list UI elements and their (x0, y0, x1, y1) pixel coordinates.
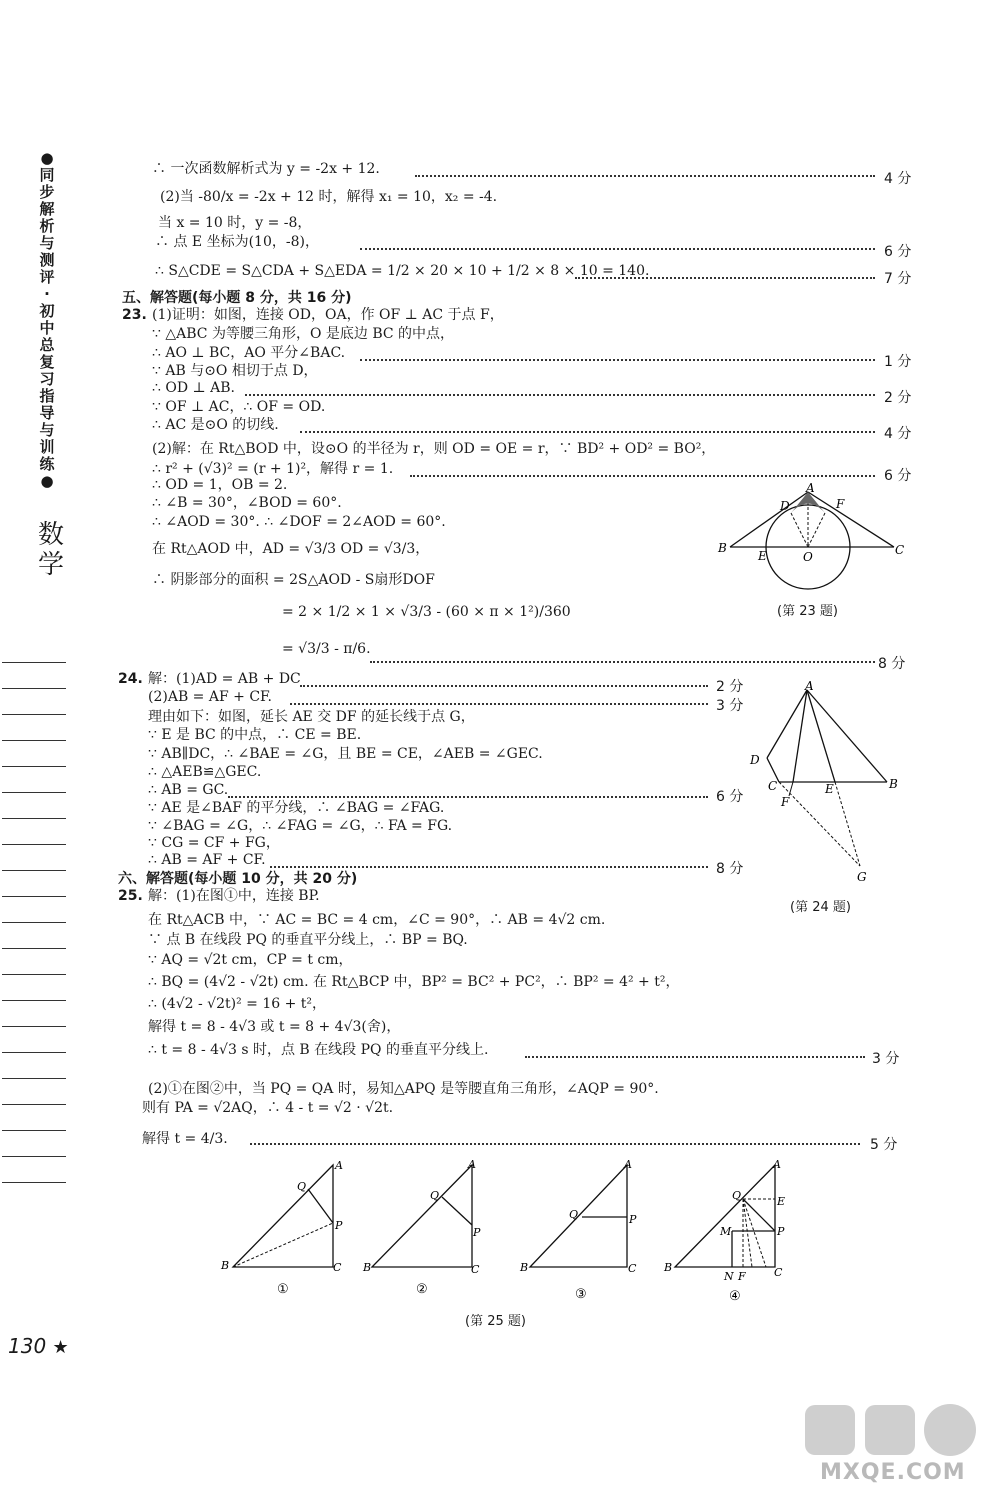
dot-leader (410, 475, 875, 477)
dot-leader (360, 359, 875, 361)
score-mark: 8 分 (878, 656, 906, 672)
point-label: D (780, 499, 790, 513)
dot-leader (415, 175, 875, 177)
series-title-char: 析 (39, 217, 55, 235)
figure-caption: (第 23 题) (777, 604, 838, 619)
series-title-char: · (44, 285, 50, 303)
figure-24 (745, 678, 915, 888)
series-title-char: 初 (39, 302, 55, 320)
dot-leader (290, 703, 708, 705)
svg-text:Q: Q (297, 1180, 307, 1193)
svg-text:C: C (333, 1261, 342, 1274)
text-line: ∵ OF ⊥ AC，∴ OF = OD. (152, 399, 326, 415)
text-line: ∴ AC 是⊙O 的切线. (152, 417, 279, 433)
score-mark: 7 分 (884, 271, 912, 287)
series-title-char: 指 (39, 387, 55, 405)
text-line: 在 Rt△AOD 中，AD = √3/3 OD = √3/3， (152, 541, 430, 557)
text-line: ∴ (4√2 - √2t)² = 16 + t²， (148, 996, 327, 1012)
text-line: (1)证明：如图，连接 OD，OA，作 OF ⊥ AC 于点 F， (152, 307, 504, 323)
text-line: (2)AB = AF + CF. (148, 689, 273, 705)
point-label: B (718, 541, 727, 555)
dot-leader (300, 685, 708, 687)
point-label: A (806, 482, 815, 495)
series-title-char: 解 (39, 200, 55, 218)
figure-25 (215, 1155, 795, 1305)
text-line: ∵ AB∥DC，∴ ∠BAE = ∠G，且 BE = CE，∠AEB = ∠GEC. (148, 746, 543, 762)
text-line: ∴ S△CDE = S△CDA + S△EDA = 1/2 × 20 × 10 + 1/2 × 8 × 10 = 140. (155, 263, 650, 279)
svg-text:B: B (664, 1261, 673, 1274)
figure-number: ② (416, 1282, 428, 1297)
text-line: ∴ AB = GC. (148, 782, 229, 798)
text-line: 当 x = 10 时，y = -8， (158, 215, 312, 231)
score-mark: 2 分 (884, 390, 912, 406)
star-icon: ★ (52, 1337, 69, 1358)
score-mark: 6 分 (884, 468, 912, 484)
point-label: E (825, 782, 834, 796)
text-line: ∴ BQ = (4√2 - √2t) cm. 在 Rt△BCP 中，BP² = BC² + PC²，∴ BP² = 4² + t²， (148, 974, 680, 990)
series-title-char: 同 (39, 166, 55, 184)
text-line: ∵ E 是 BC 的中点，∴ CE = BE. (148, 727, 362, 743)
svg-text:Q: Q (430, 1189, 440, 1202)
series-title-text (32, 167, 62, 473)
series-title-char: 评 (39, 268, 55, 286)
text-line: 解：(1)AD = AB + DC (148, 671, 301, 687)
svg-text:A: A (468, 1158, 476, 1171)
text-line: (2)解：在 Rt△BOD 中，设⊙O 的半径为 r，则 OD = OE = r，∵ BD² + OD² = BO²， (152, 441, 716, 457)
score-mark: 5 分 (870, 1137, 898, 1153)
svg-text:C: C (471, 1263, 480, 1276)
figure-caption: (第 25 题) (465, 1314, 526, 1329)
figure-caption: (第 24 题) (790, 900, 851, 915)
score-mark: 3 分 (872, 1051, 900, 1067)
dot-leader (575, 277, 875, 279)
point-label: C (768, 779, 778, 793)
series-title-char: 中 (39, 319, 55, 337)
svg-text:P: P (473, 1226, 481, 1239)
text-line: 解得 t = 4/3. (142, 1131, 228, 1147)
figure-25-4 (663, 1158, 785, 1304)
text-line: ∵ △ABC 为等腰三角形，O 是底边 BC 的中点， (152, 326, 455, 342)
bullet-icon: ● (40, 149, 54, 167)
dot-leader (250, 1143, 860, 1145)
text-line: ∴ 阴影部分的面积 = 2S△AOD - S扇形DOF (152, 572, 435, 588)
text-line: ∴ △AEB≌△GEC. (148, 764, 262, 780)
watermark-text: MXQE.COM (820, 1460, 966, 1485)
text-line: (2)①在图②中，当 PQ = QA 时，易知△APQ 是等腰直角三角形，∠AQP = 90°. (148, 1081, 659, 1097)
figure-25-2 (362, 1158, 481, 1297)
svg-text:P: P (629, 1213, 637, 1226)
point-label: F (781, 795, 790, 809)
text-line: = √3/3 - π/6. (282, 641, 371, 657)
point-label: A (805, 679, 814, 693)
svg-text:E: E (777, 1195, 786, 1208)
figure-number: ① (277, 1282, 289, 1297)
score-mark: 6 分 (716, 789, 744, 805)
text-line: ∴ ∠B = 30°，∠BOD = 60°. (152, 495, 342, 511)
subject-title (36, 520, 66, 580)
text-line: ∴ 点 E 坐标为(10，-8)， (155, 234, 319, 250)
text-line: ∵ AQ = √2t cm，CP = t cm， (148, 952, 353, 968)
text-line: 在 Rt△ACB 中，∵ AC = BC = 4 cm，∠C = 90°，∴ AB = 4√2 cm. (148, 912, 606, 928)
text-line: = 2 × 1/2 × 1 × √3/3 - (60 × π × 1²)/360 (282, 604, 571, 620)
svg-text:A: A (335, 1159, 343, 1172)
text-line: ∵ CG = CF + FG， (148, 835, 280, 851)
score-mark: 4 分 (884, 426, 912, 442)
point-label: C (895, 543, 905, 557)
question-number: 25. (118, 888, 143, 904)
text-line: 解：(1)在图①中，连接 BP. (148, 888, 320, 904)
svg-text:P: P (335, 1219, 343, 1232)
section-heading: 五、解答题(每小题 8 分，共 16 分) (122, 290, 352, 306)
svg-text:C: C (774, 1266, 783, 1279)
text-line: ∴ OD = 1，OB = 2. (152, 477, 288, 493)
score-mark: 6 分 (884, 244, 912, 260)
text-line: ∵ 点 B 在线段 PQ 的垂直平分线上，∴ BP = BQ. (148, 932, 468, 948)
svg-text:M: M (720, 1225, 732, 1238)
figure-25-1 (220, 1159, 343, 1297)
point-label: O (803, 550, 813, 564)
score-mark: 3 分 (716, 698, 744, 714)
point-label: D (750, 753, 760, 767)
series-title-char: 与 (39, 234, 55, 252)
svg-text:C: C (628, 1262, 637, 1275)
text-line: ∴ r² + (√3)² = (r + 1)²，解得 r = 1. (152, 461, 394, 477)
page-number (8, 1334, 69, 1358)
dot-leader (245, 394, 875, 396)
score-mark: 2 分 (716, 679, 744, 695)
question-number: 24. (118, 671, 143, 687)
score-mark: 4 分 (884, 171, 912, 187)
score-mark: 8 分 (716, 861, 744, 877)
figure-25-3 (519, 1158, 637, 1302)
text-line: ∵ AB 与⊙O 相切于点 D， (152, 363, 318, 379)
series-title-char: 复 (39, 353, 55, 371)
point-label: G (857, 870, 867, 884)
dot-leader (525, 1056, 865, 1058)
text-line: ∵ ∠BAG = ∠G，∴ ∠FAG = ∠G，∴ FA = FG. (148, 818, 453, 834)
series-title-char: 训 (39, 438, 55, 456)
text-line: ∴ 一次函数解析式为 y = -2x + 12. (152, 161, 380, 177)
svg-text:A: A (624, 1158, 632, 1171)
dot-leader (270, 866, 708, 868)
page-number-text: 130 (8, 1334, 47, 1358)
text-line: 理由如下：如图，延长 AE 交 DF 的延长线于点 G， (148, 709, 475, 725)
text-line: ∴ AB = AF + CF. (148, 852, 266, 868)
text-line: 解得 t = 8 - 4√3 或 t = 8 + 4√3(舍)， (148, 1019, 401, 1035)
svg-text:Q: Q (732, 1189, 742, 1202)
series-title-char: 测 (39, 251, 55, 269)
svg-text:B: B (520, 1261, 529, 1274)
dot-leader (300, 431, 875, 433)
series-title-char: 总 (39, 336, 55, 354)
svg-text:F: F (738, 1270, 746, 1283)
svg-text:Q: Q (569, 1208, 579, 1221)
dot-leader (228, 796, 708, 798)
text-line: 则有 PA = √2AQ，∴ 4 - t = √2 · √2t. (142, 1100, 394, 1116)
series-title-char: 练 (39, 455, 55, 473)
series-title-char: 导 (39, 404, 55, 422)
svg-text:B: B (221, 1259, 230, 1272)
series-title-char: 习 (39, 370, 55, 388)
point-label: B (889, 777, 898, 791)
subject-char: 数 (37, 520, 64, 550)
bullet-icon: ● (40, 472, 54, 490)
subject-char: 学 (37, 550, 64, 580)
text-line: ∵ AE 是∠BAF 的平分线，∴ ∠BAG = ∠FAG. (148, 800, 445, 816)
figure-number: ③ (575, 1287, 587, 1302)
point-label: F (836, 497, 845, 511)
score-mark: 1 分 (884, 354, 912, 370)
section-heading: 六、解答题(每小题 10 分，共 20 分) (118, 871, 358, 887)
svg-text:B: B (363, 1261, 372, 1274)
series-title-char: 步 (39, 183, 55, 201)
svg-text:A: A (773, 1158, 781, 1171)
text-line: ∴ AO ⊥ BC，AO 平分∠BAC. (152, 345, 346, 361)
figure-number: ④ (729, 1289, 741, 1304)
point-label: E (758, 549, 767, 563)
figure-23 (712, 482, 912, 612)
dot-leader (370, 661, 875, 663)
text-line: ∴ OD ⊥ AB. (152, 380, 235, 396)
series-title-char: 与 (39, 421, 55, 439)
text-line: ∴ t = 8 - 4√3 s 时，点 B 在线段 PQ 的垂直平分线上. (148, 1042, 489, 1058)
question-number: 23. (122, 307, 147, 323)
text-line: (2)当 -80/x = -2x + 12 时，解得 x₁ = 10，x₂ = -4. (160, 189, 498, 205)
text-line: ∴ ∠AOD = 30°. ∴ ∠DOF = 2∠AOD = 60°. (152, 514, 446, 530)
series-title-vertical (32, 150, 62, 490)
svg-text:N: N (724, 1270, 734, 1283)
svg-text:P: P (777, 1225, 785, 1238)
dot-leader (360, 248, 875, 250)
